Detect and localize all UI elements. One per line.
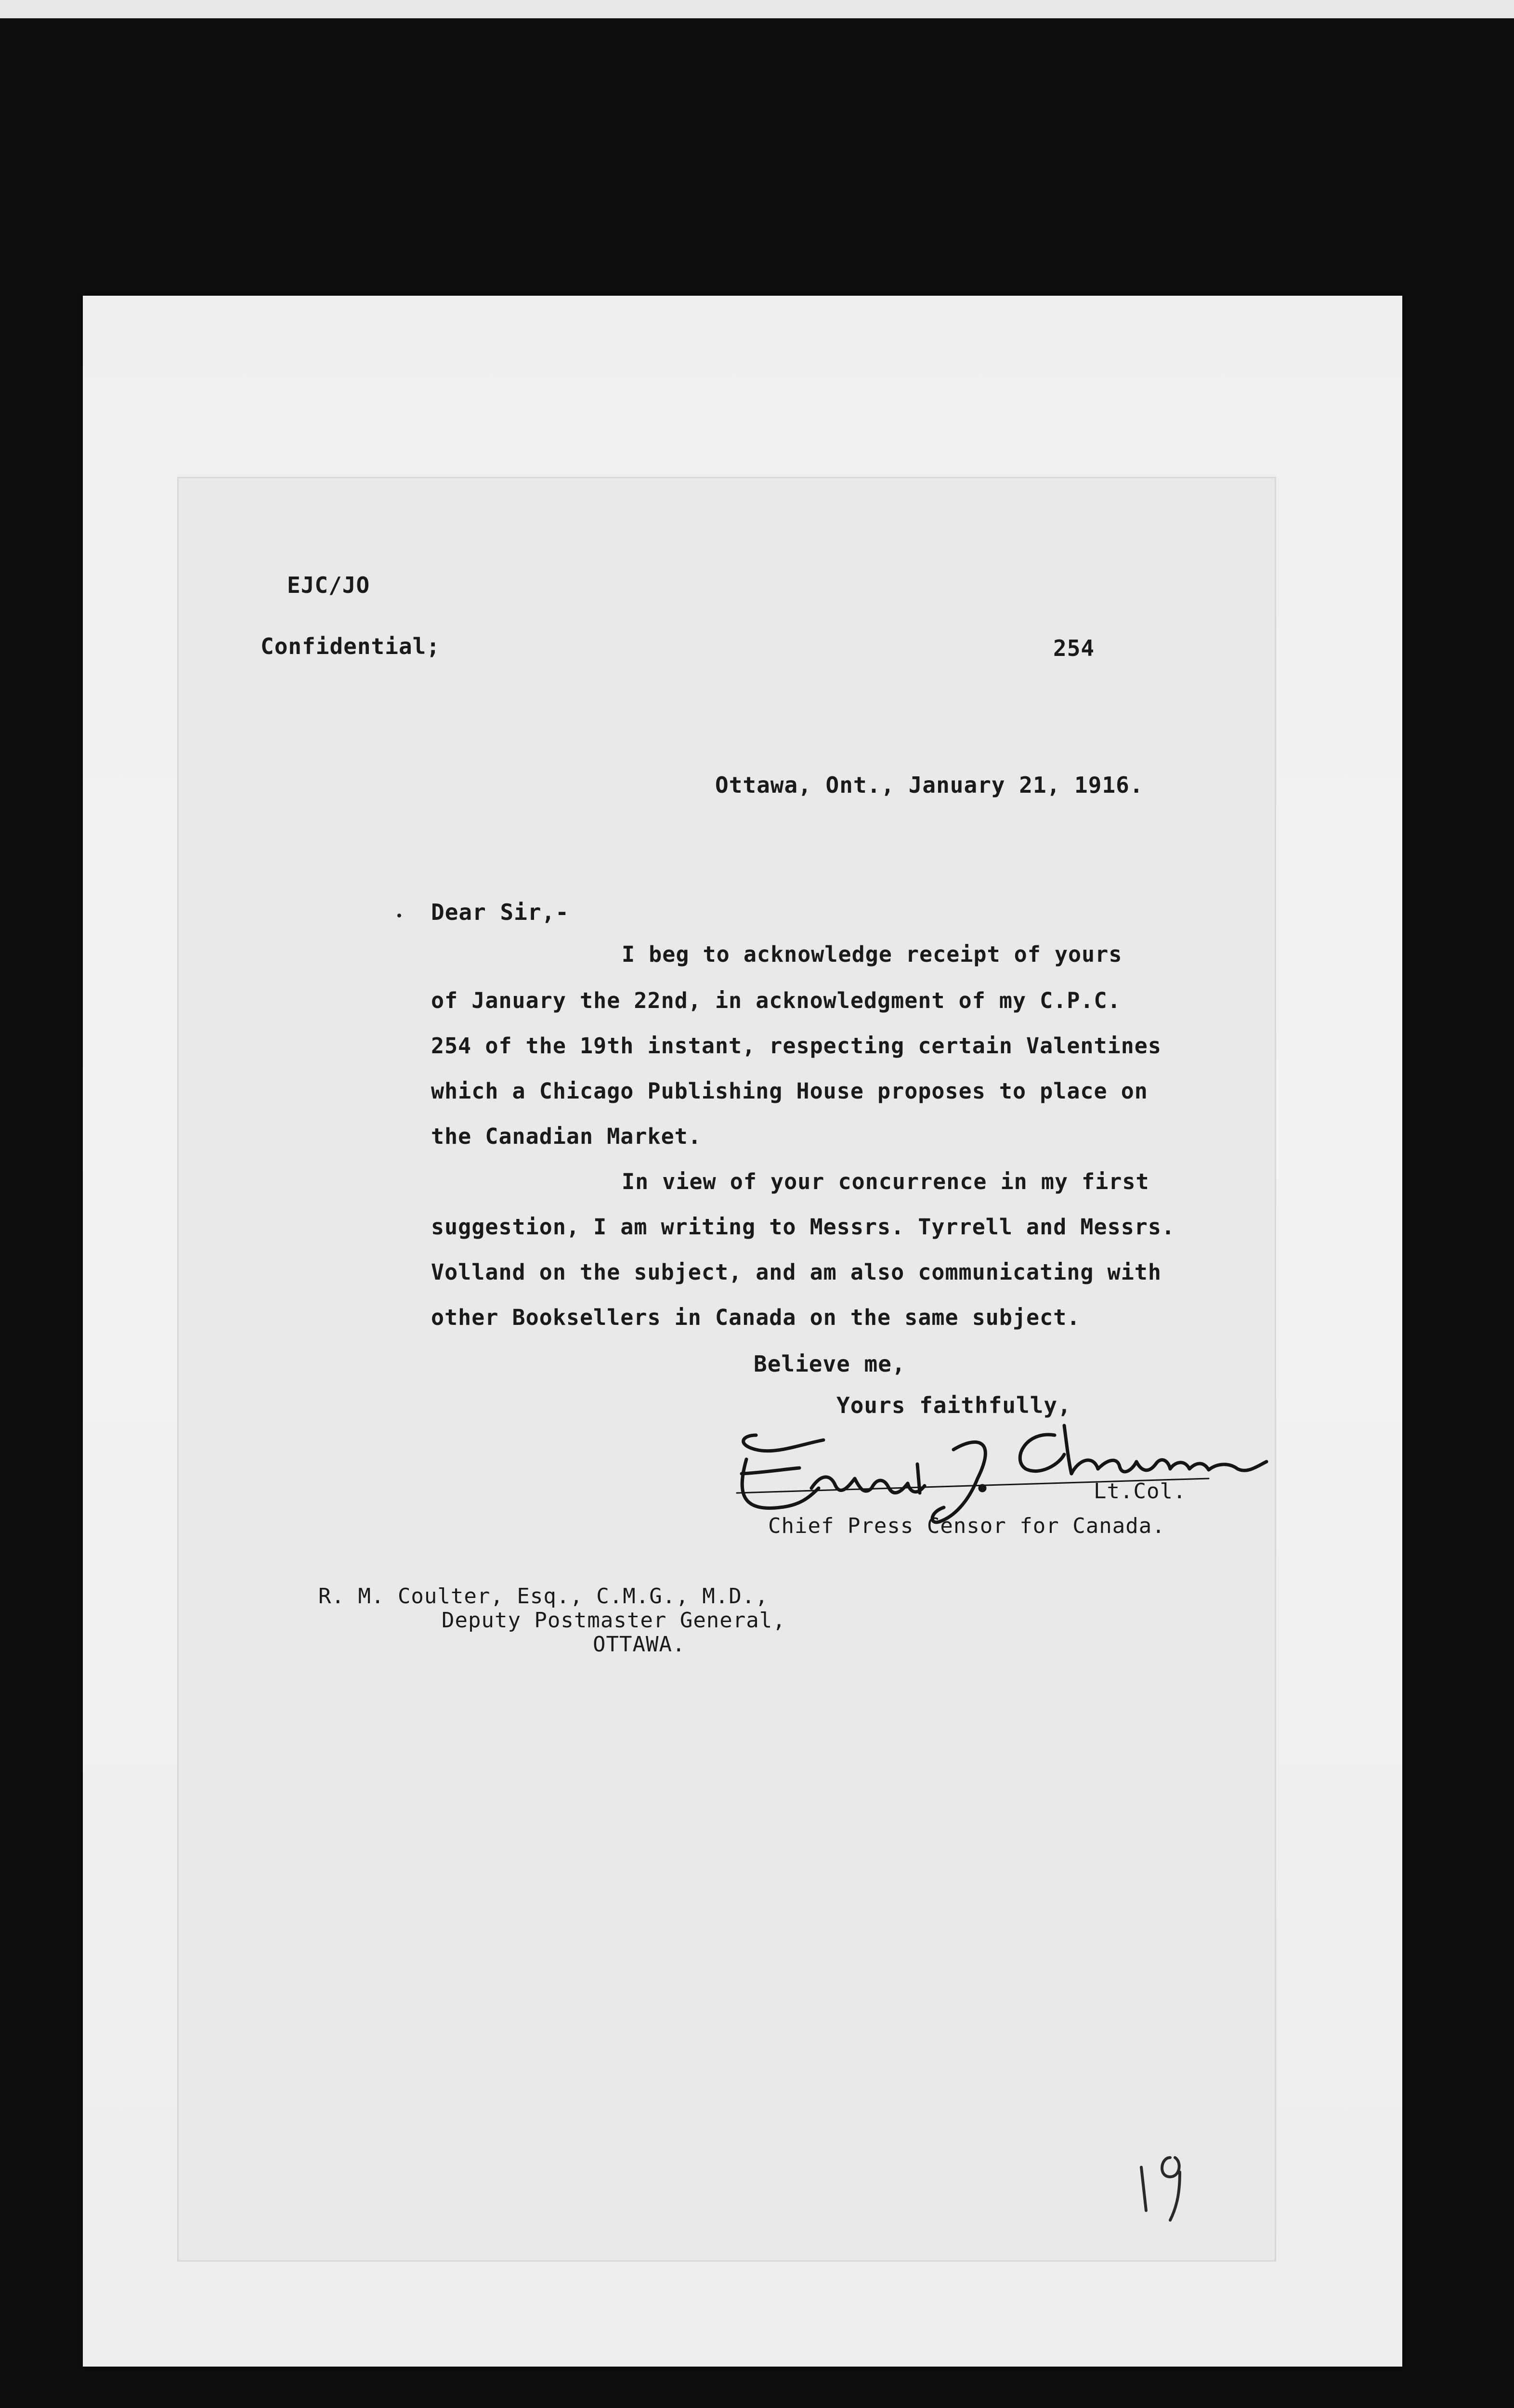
body-line: the Canadian Market. [431,1124,702,1149]
body-line: of January the 22nd, in acknowledgment of my C.P.C. [431,988,1121,1013]
signer-title: Chief Press Censor for Canada. [768,1514,1165,1538]
recipient-position: Deputy Postmaster General, [442,1608,786,1633]
body-line: suggestion, I am writing to Messrs. Tyrrell and Messrs. [431,1214,1175,1240]
closing-yours-faithfully: Yours faithfully, [836,1392,1071,1418]
closing-believe-me: Believe me, [754,1351,906,1377]
salutation: Dear Sir,- [431,899,569,925]
signer-rank: Lt.Col. [1094,1479,1187,1504]
file-number: 254 [1053,635,1095,661]
body-line: other Booksellers in Canada on the same subject. [431,1305,1081,1330]
confidential-label: Confidential; [261,633,441,659]
stray-dot [397,914,401,917]
body-line: In view of your concurrence in my first [622,1169,1149,1194]
recipient-city: OTTAWA. [593,1632,686,1657]
body-line: which a Chicago Publishing House proposes to place on [431,1078,1148,1104]
letter-reference: EJC/JO [287,572,370,598]
handwritten-signature [727,1416,1271,1541]
letter-page [177,477,1276,2262]
body-line: 254 of the 19th instant, respecting certain Valentines [431,1033,1162,1059]
film-top-strip [0,0,1514,18]
handwritten-folio-mark [1132,2138,1194,2225]
body-line: Volland on the subject, and am also communicating with [431,1259,1162,1285]
body-line: I beg to acknowledge receipt of yours [622,942,1122,967]
dateline: Ottawa, Ont., January 21, 1916. [715,772,1144,798]
recipient-name: R. M. Coulter, Esq., C.M.G., M.D., [318,1584,769,1609]
